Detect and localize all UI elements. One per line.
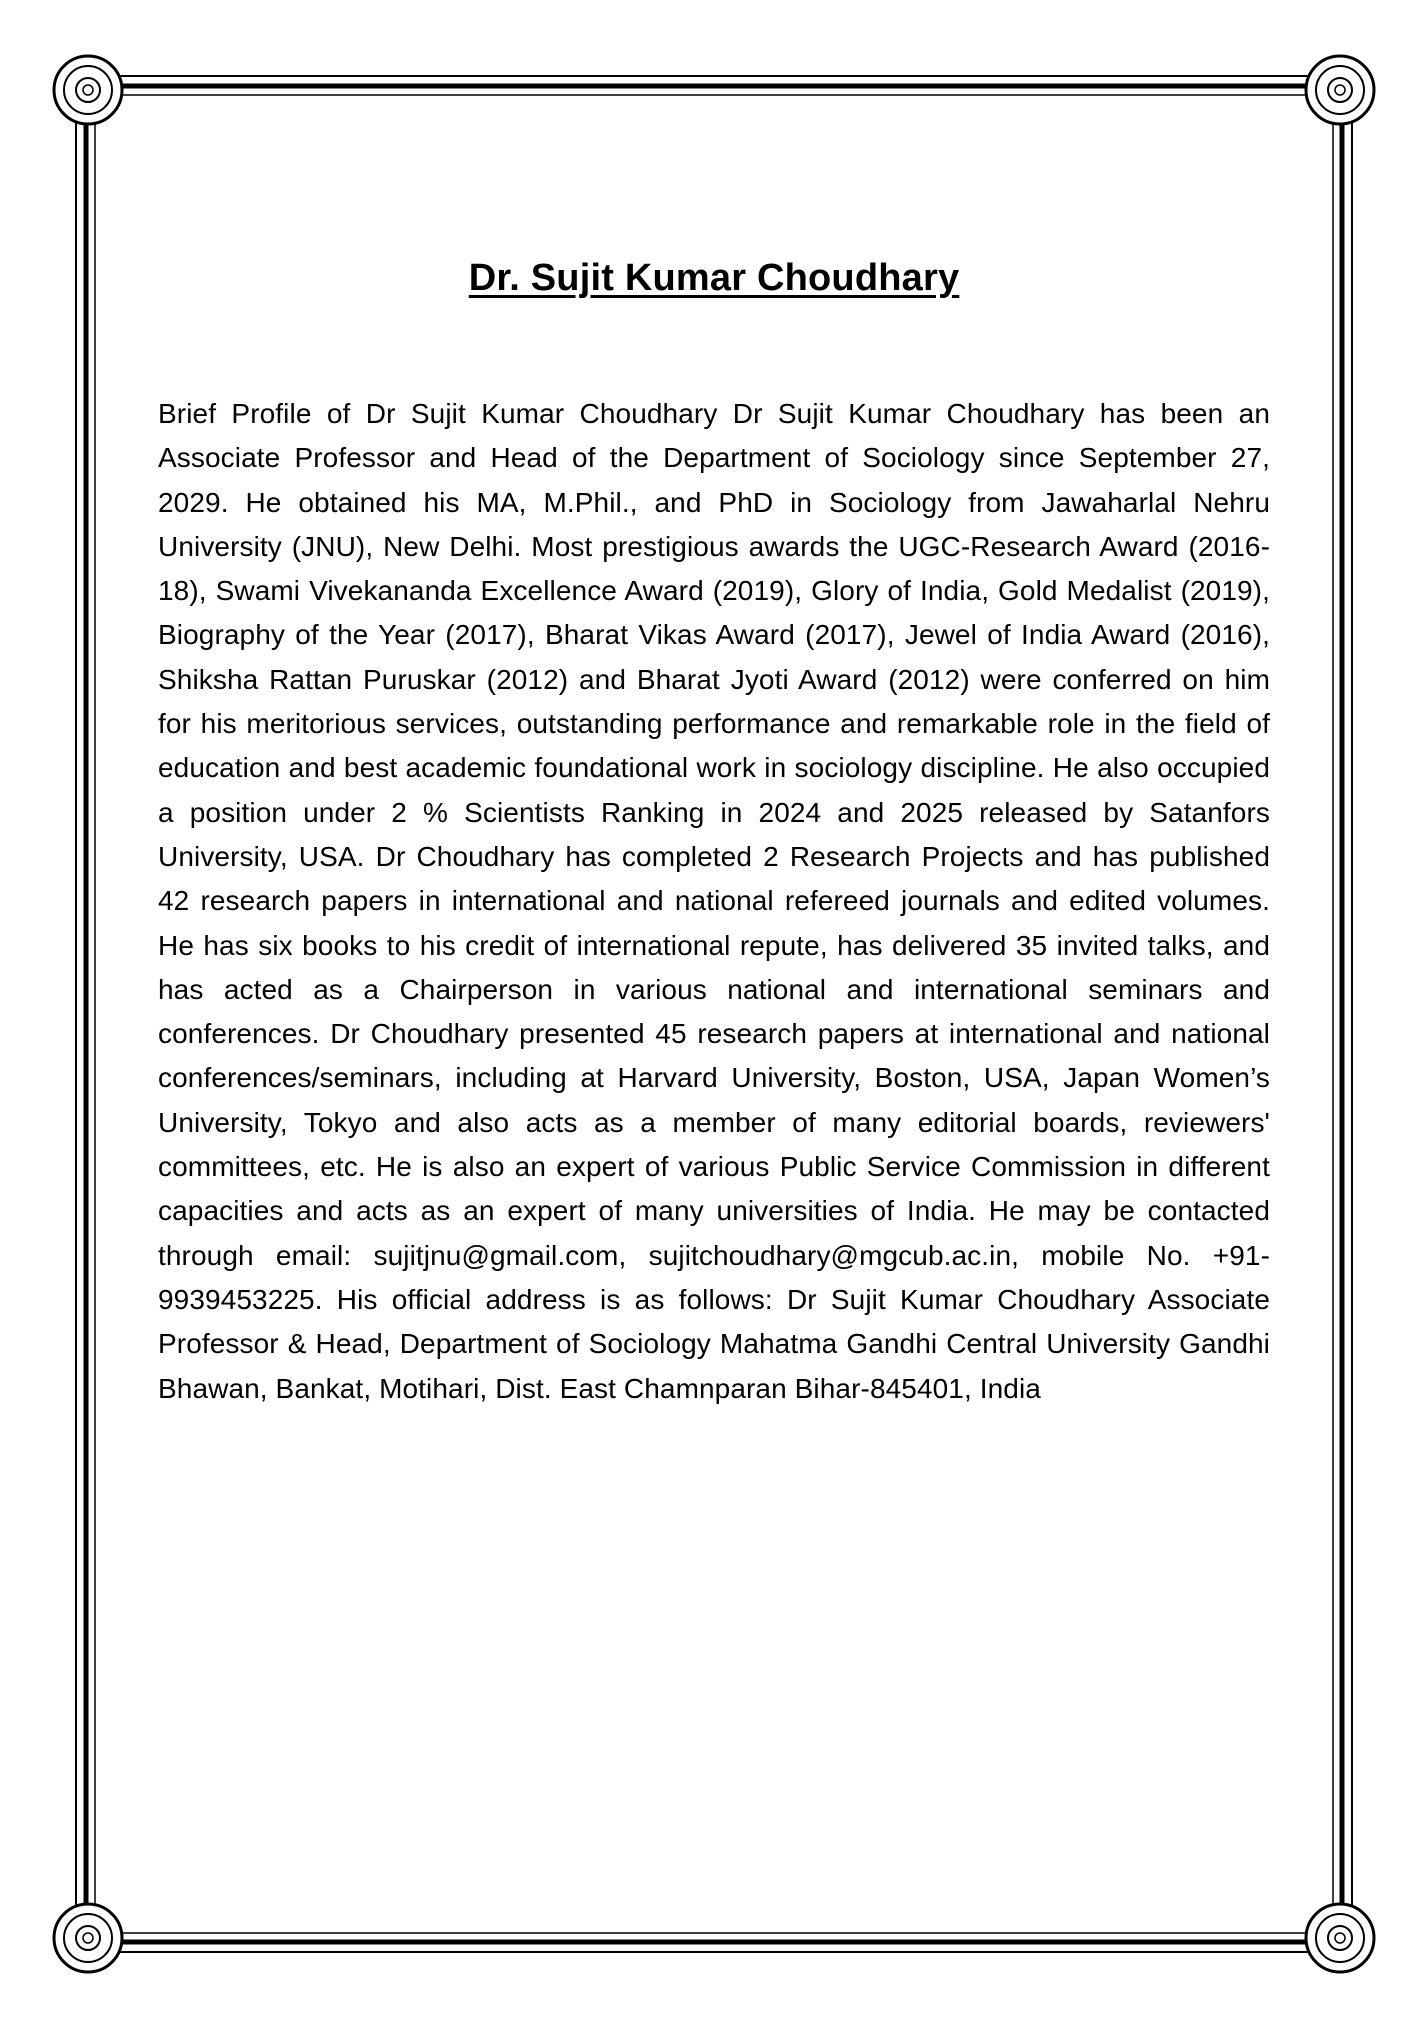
corner-ornament-icon-top-left [54,56,122,124]
profile-paragraph: Brief Profile of Dr Sujit Kumar Choudhary Dr Sujit Kumar Choudhary has been an Associate Professor and Head of the Department of Sociology since September 27, 2029. He obtained his MA, M.Phil., and PhD in Sociology from Jawaharlal Nehru University (JNU), New Delhi. Most prestigious awards the UGC-Research Award (2016-18), Swami Vivekananda Excellence Award (2019), Glory of India, Gold Medalist (2019), Biography of the Year (2017), Bharat Vikas Award (2017), Jewel of India Award (2016), Shiksha Rattan Puruskar (2012) and Bharat Jyoti Award (2012) were conferred on him for his meritorious services, outstanding performance and remarkable role in the field of education and best academic foundational work in sociology discipline. He also occupied a position under 2 % Scientists Ranking in 2024 and 2025 released by Satanfors University, USA. Dr Choudhary has completed 2 Research Projects and has published 42 research papers in international and national refereed journals and edited volumes. He has six books to his credit of international repute, has delivered 35 invited talks, and has acted as a Chairperson in various national and international seminars and conferences. Dr Choudhary presented 45 research papers at international and national conferences/seminars, including at Harvard University, Boston, USA, Japan Women’s University, Tokyo and also acts as a member of many editorial boards, reviewers' committees, etc. He is also an expert of various Public Service Commission in different capacities and acts as an expert of many universities of India. He may be contacted through email: sujitjnu@gmail.com, sujitchoudhary@mgcub.ac.in, mobile No. +91-9939453225. His official address is as follows: Dr Sujit Kumar Choudhary Associate Professor & Head, Department of Sociology Mahatma Gandhi Central University Gandhi Bhawan, Bankat, Motihari, Dist. East Chamnparan Bihar-845401, India [158,398,1270,1404]
corner-ornament-icon-bottom-left [54,1904,122,1972]
page-title: Dr. Sujit Kumar Choudhary [468,257,960,300]
corner-ornament-icon-top-right [1306,56,1374,124]
corner-ornament-icon-bottom-right [1306,1904,1374,1972]
